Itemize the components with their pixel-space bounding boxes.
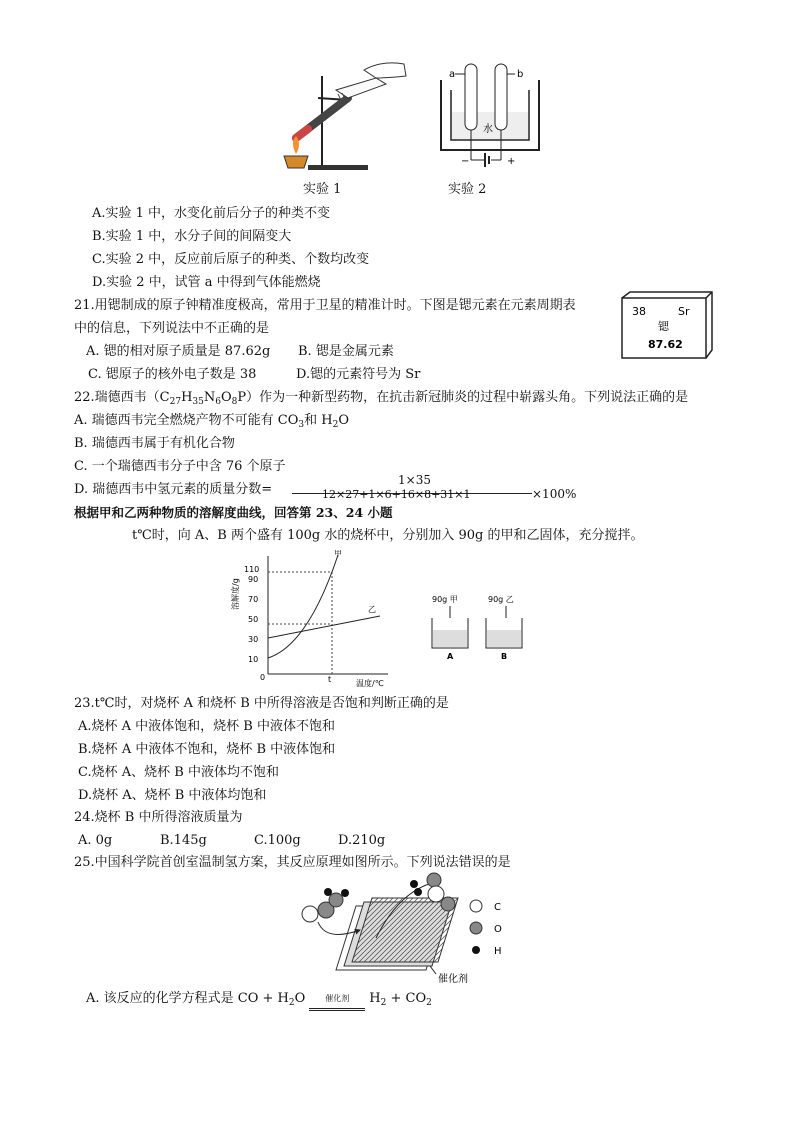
co2-oxygen-atom [441,897,455,911]
q24-stem: 24.烧杯 B 中所得溶液质量为 [74,810,243,825]
co2-carbon-atom [428,886,444,902]
q21-option-a: A. 锶的相对原子质量是 87.62g [86,344,271,359]
beaker-b-label: B [501,652,508,661]
q21-stem-line1: 21.用锶制成的原子钟精准度极高，常用于卫星的精准计时。下图是锶元素在元素周期表 [74,298,576,313]
element-number: 38 [632,305,646,318]
q24-option-a: A. 0g [78,833,113,848]
y-tick-70: 70 [248,595,259,604]
h2-atom [414,888,422,896]
q22-numerator: 1×35 [398,473,431,487]
series-jia-label: 甲 [334,550,342,558]
legend-oxygen-icon [470,922,482,934]
chart-origin: 0 [260,673,266,682]
q21-option-b: B. 锶是金属元素 [298,344,394,359]
q20-option-a: A.实验 1 中，水变化前后分子的种类不变 [92,206,331,221]
co-carbon-atom [302,906,318,922]
reaction-condition: 催化剂 [309,990,365,1011]
water-label: 水 [483,124,493,135]
solubility-chart [228,550,398,690]
chart-ylabel: 溶解度/g [231,578,240,610]
x-tick-t: t [328,675,332,684]
water-hydrogen-atom [324,888,332,896]
legend-carbon-label: C [494,902,501,913]
co2-oxygen-atom [427,873,441,887]
experiment-2-caption: 实验 2 [448,182,487,197]
catalyst-label: 催化剂 [438,974,468,985]
y-tick-90: 90 [248,575,259,584]
beakers-figure [426,592,542,662]
q25-option-a: A. 该反应的化学方程式是 CO + $H_2O$ 催化剂 $H_2 + CO_2$ [86,990,432,1012]
section-intro: t℃时，向 A、B 两个盛有 100g 水的烧杯中，分别加入 90g 的甲和乙固体，充分搅拌。 [132,528,644,543]
y-tick-10: 10 [248,655,259,664]
q22-option-a: A. 瑞德西韦完全燃烧产物不可能有 $CO_3$和 $H_2O$ [74,413,350,430]
q23-option-b: B.烧杯 A 中液体不饱和，烧杯 B 中液体饱和 [78,742,336,757]
q20-option-d: D.实验 2 中，试管 a 中得到气体能燃烧 [92,275,321,290]
experiment-1-caption: 实验 1 [303,182,342,197]
battery-minus: − [461,156,470,167]
element-mass: 87.62 [648,338,683,351]
chart-xlabel: 温度/℃ [356,679,384,688]
q23-stem: 23.t℃时，对烧杯 A 和烧杯 B 中所得溶液是否饱和判断正确的是 [74,696,449,711]
strontium-element-card [618,290,714,360]
q24-option-b: B.145g [160,833,207,848]
q23-option-d: D.烧杯 A、烧杯 B 中液体均饱和 [78,788,267,803]
q22-option-d: D. 瑞德西韦中氢元素的质量分数= [74,482,273,497]
h2-atom [410,880,418,888]
legend-hydrogen-icon [472,946,480,954]
beaker-a-add-label: 90g 甲 [432,595,458,604]
q20-option-b: B.实验 1 中，水分子间的间隔变大 [92,229,292,244]
legend-carbon-icon [470,900,482,912]
series-jia-curve [268,555,338,658]
q20-option-c: C.实验 2 中，反应前后原子的种类、个数均改变 [92,252,370,267]
y-tick-110: 110 [244,565,260,574]
experiment-1-figure [278,56,418,174]
hydrogen-production-diagram [296,870,516,988]
q22-stem: 22.瑞德西韦$(C_{27}H_{35}N_6O_8P)$作为一种新型药物，在抗击新冠肺炎的过程中崭露头角。下列说法正确的是 [74,390,689,407]
q21-option-c: C. 锶原子的核外电子数是 38 [88,367,257,382]
q24-option-c: C.100g [254,833,301,848]
q22-denominator: 12×27+1×6+16×8+31×1 [322,488,471,501]
battery-plus: + [507,156,516,167]
series-yi-line [268,616,380,638]
q21-stem-line2: 中的信息，下列说法中不正确的是 [74,321,270,336]
tube-a-label: a [449,69,456,80]
legend-hydrogen-label: H [494,946,502,957]
beaker-a-label: A [447,652,454,661]
experiment-2-figure [435,60,545,172]
q23-option-c: C.烧杯 A、烧杯 B 中液体均不饱和 [78,765,279,780]
q21-option-d: D.锶的元素符号为 Sr [296,367,421,382]
water-oxygen-atom [329,893,343,907]
element-name: 锶 [658,320,669,333]
q22-percent: ×100% [532,487,577,501]
water-hydrogen-atom [341,889,349,897]
beaker-b-add-label: 90g 乙 [488,595,514,604]
q23-option-a: A.烧杯 A 中液体饱和，烧杯 B 中液体不饱和 [78,719,335,734]
q22-option-b: B. 瑞德西韦属于有机化合物 [74,436,235,451]
legend-oxygen-label: O [494,924,502,935]
series-yi-label: 乙 [368,605,376,614]
y-tick-50: 50 [248,615,259,624]
q25-stem: 25.中国科学院首创室温制氢方案，其反应原理如图所示。下列说法错误的是 [74,855,511,870]
section-heading: 根据甲和乙两种物质的溶解度曲线，回答第 23、24 小题 [74,505,393,520]
q24-option-d: D.210g [338,833,386,848]
q22-option-c: C. 一个瑞德西韦分子中含 76 个原子 [74,459,286,474]
tube-b-label: b [517,69,524,80]
y-tick-30: 30 [248,635,259,644]
element-symbol: Sr [678,305,690,318]
